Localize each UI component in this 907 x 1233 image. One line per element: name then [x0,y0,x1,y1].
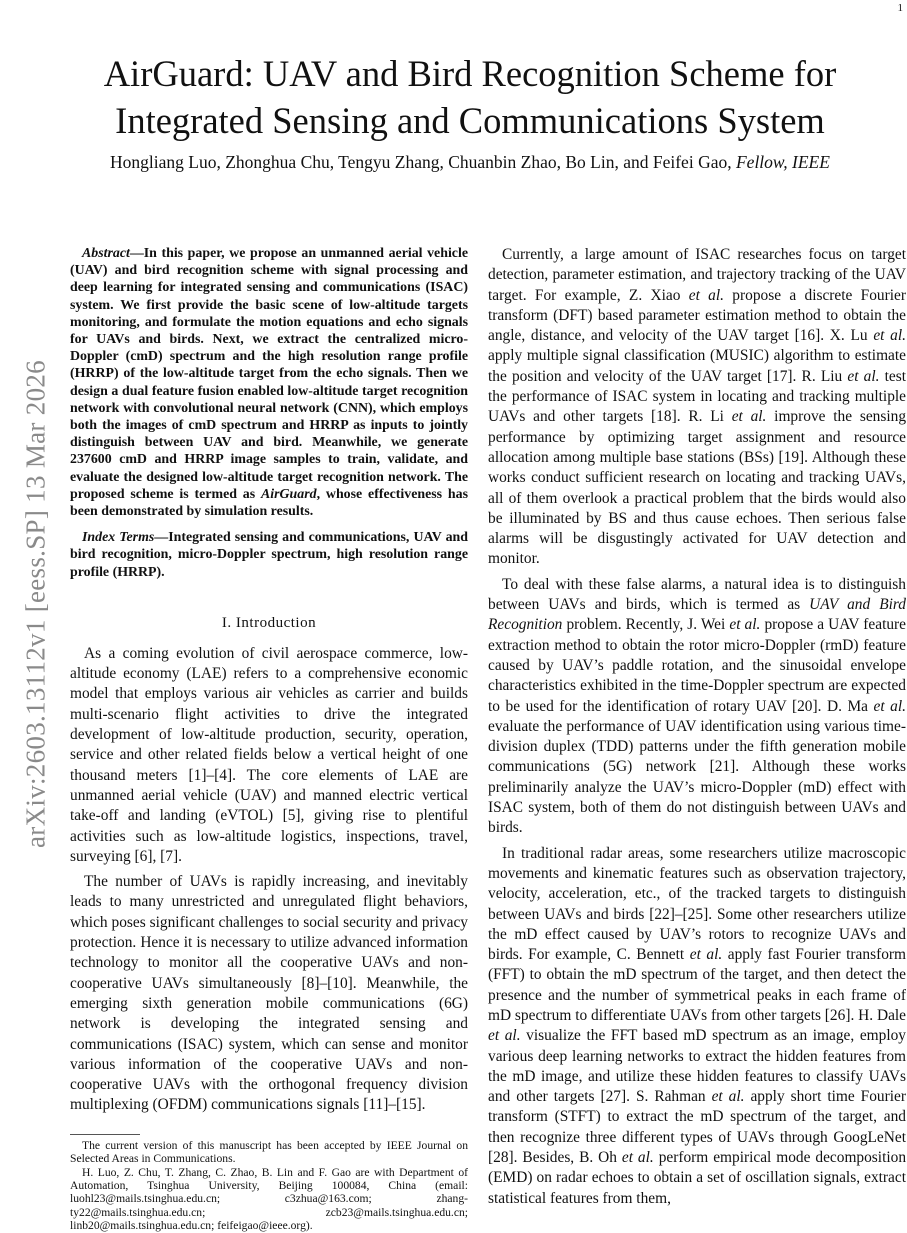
text-run: apply fast Fourier transform (FFT) to obtain the mD spectrum of the target, and then detect the presence and the number of symmetrical peaks in each frame of mD spectrum to differentiate UAVs from other targets [26]. H. Dale [488,946,907,1024]
text-run: perform empirical mode decomposition (EMD) on radar echoes to obtain a set of oscillation signals, extract statistical features from them, [488,1149,907,1207]
text-run: improve the sensing performance by optimizing target assignment and resource allocation among multiple base stations (BSs) [19]. Although these works conduct sufficient research on locating and tracking UAVs, all of them overlook a practical problem that the birds would also be illuminated by BS and thus cause echoes. Then serious false alarms will be disgustingly activated for UAV detection and monitor. [488,408,907,568]
section-heading-introduction: I. Introduction [221,614,317,631]
footnote-affiliation: H. Luo, Z. Chu, T. Zhang, C. Zhao, B. Lin and F. Gao are with Department of Automation, Tsinghua University, Beijing 100084, China (email: luohl23@mails.tsinghua.edu.cn; c3zhua@163.com; zhang-ty22@mails.tsinghua.edu.cn; zcb23@mails.tsinghua.edu.cn; linb20@mails.tsinghua.edu.cn; feifeigao@ieee.org). [70,1165,468,1233]
intro-paragraph-1: As a coming evolution of civil aerospace commerce, low-altitude economy (LAE) refers to a comprehensive economic model that employs various air vehicles as carrier and builds multi-scenario flight activities to drive the integrated development of low-altitude production, security, operation, service and other related fields below a vertical height of one thousand meters [1]–[4]. The core elements of LAE are unmanned aerial vehicle (UAV) and manned electric vertical take-off and landing (eVTOL) [5], giving rise to plentiful activities such as low-altitude logistics, inspections, travel, surveying [6], [7]. [70,644,468,865]
et-al: et al. [621,1149,654,1167]
text-run: visualize the FFT based mD spectrum as an image, employ various deep learning networks to extract the hidden features from the mD image, and utilize these hidden features to classify UAVs and other targets [27]. S. Rahman [488,1027,906,1106]
index-terms-text: —Integrated sensing and communications, UAV and bird recognition, micro-Doppler spectrum, high resolution range profile (HRRP). [70,530,469,580]
text-run: In traditional radar areas, some researchers utilize macroscopic movements and kinematic features such as observation trajectory, velocity, acceleration, etc., of the tracked targets to distinguish between UAVs and birds [22]–[25]. Some other researchers utilize the mD effect caused by UAV’s rotors to recognize UAVs and birds. For example, C. Bennett [488,844,906,964]
text-run: test the performance of ISAC system in locating and tracking multiple UAVs and other targets [18]. R. Li [488,367,906,426]
et-al: et al. [731,408,767,426]
et-al: et al. [873,327,906,345]
et-al: et al. [847,367,880,385]
right-paragraph-2 [488,575,906,839]
index-terms [70,529,468,581]
left-column [70,245,468,1233]
et-al: et al. [688,286,724,304]
right-paragraph-1 [488,245,906,570]
footnote-acceptance: The current version of this manuscript has been accepted by IEEE Journal on Selected Areas in Communications. [70,1138,468,1166]
intro-paragraph-2: The number of UAVs is rapidly increasing, and inevitably leads to many unrestricted and unregulated flight behaviors, which poses significant challenges to social security and privacy protection. Hence it is necessary to utilize advanced information technology to monitor all the cooperative UAVs and non-cooperative UAVs simultaneously [8]–[10]. Meanwhile, the emerging sixth generation mobile communications (6G) network is developing the integrated sensing and communications (ISAC) system, which can sense and monitor various information of the cooperative UAVs and non-cooperative UAVs with the orthogonal frequency division multiplexing (OFDM) communications signals [11]–[15]. [70,873,468,1114]
et-al: et al. [711,1088,745,1106]
text-run: propose a discrete Fourier transform (DFT) based parameter estimation method to obtain the angle, distance, and velocity of the UAV target [16]. X. Lu [488,286,906,345]
author-list [40,150,900,174]
index-terms-label: Index Terms [82,530,155,546]
author-fellow: Fellow, IEEE [735,152,830,172]
text-run: propose a UAV feature extraction method to obtain the rotor micro-Doppler (rmD) feature caused by UAV’s paddle rotation, and the sinusoidal envelope characteristics exhibited in the time-Doppler spectrum are expected to be used for the identification of rotary UAV [20]. D. Ma [488,616,907,715]
text-run: problem. Recently, J. Wei [562,616,730,634]
authors-names: Hongliang Luo, Zhonghua Chu, Tengyu Zhang, Chuanbin Zhao, Bo Lin, and Feifei Gao, [110,152,732,172]
right-column [488,245,906,1209]
text-run: To deal with these false alarms, a natural idea is to distinguish between UAVs and birds, which is termed as [488,575,906,614]
text-run: evaluate the performance of UAV identification using various time-division duplex (TDD) patterns under the fifth generation mobile communications (5G) network [21]. Although these works preliminarily analyze the UAV’s micro-Doppler (mD) effect with ISAC system, both of them do not distinguish between UAVs and birds. [488,717,906,837]
right-paragraph-3 [488,844,906,1209]
arxiv-identifier[interactable]: arXiv:2603.13112v1 [eess.SP] 13 Mar 2026 [20,360,51,848]
abstract-label: Abstract [82,246,130,261]
page-number: 1 [897,2,903,14]
text-run: apply multiple signal classification (MUSIC) algorithm to estimate the position and velocity of the UAV target [17]. R. Liu [488,347,906,385]
et-al: et al. [873,697,906,715]
text-run: apply short time Fourier transform (STFT) to extract the mD spectrum of the target, and then recognize three different types of UAVs through GoogLeNet [28]. Besides, B. Oh [488,1088,906,1167]
abstract [70,245,468,520]
scheme-name: AirGuard [261,486,317,502]
et-al: et al. [488,1027,521,1045]
abstract-text: —In this paper, we propose an unmanned aerial vehicle (UAV) and bird recognition scheme with signal processing and deep learning for integrated sensing and communications (ISAC) system. We first provide the basic scene of low-altitude targets monitoring, and formulate the motion equations and echo signals for UAVs and birds. Next, we extract the centralized micro-Doppler (cmD) spectrum and the high resolution range profile (HRRP) of the low-altitude target from the echo signals. Then we design a dual feature fusion enabled low-altitude target recognition network with convolutional neural network (CNN), which employs both the images of cmD spectrum and HRRP as inputs to jointly distinguish between UAV and bird. Meanwhile, we generate 237600 cmD and HRRP image samples to train, validate, and evaluate the designed low-altitude target recognition network. The proposed scheme is termed as [70,246,468,502]
et-al: et al. [689,946,723,964]
et-al: et al. [729,616,761,634]
problem-term: UAV and Bird Recognition [488,596,906,634]
text-run: Currently, a large amount of ISAC researches focus on target detection, parameter estimation, and trajectory tracking of the UAV target. For example, Z. Xiao [488,246,906,304]
abstract-text-end: , whose effectiveness has been demonstrated by simulation results. [70,486,468,520]
footnote-divider [70,1134,140,1135]
paper-title: AirGuard: UAV and Bird Recognition Scheme for Integrated Sensing and Communications System [103,53,837,141]
